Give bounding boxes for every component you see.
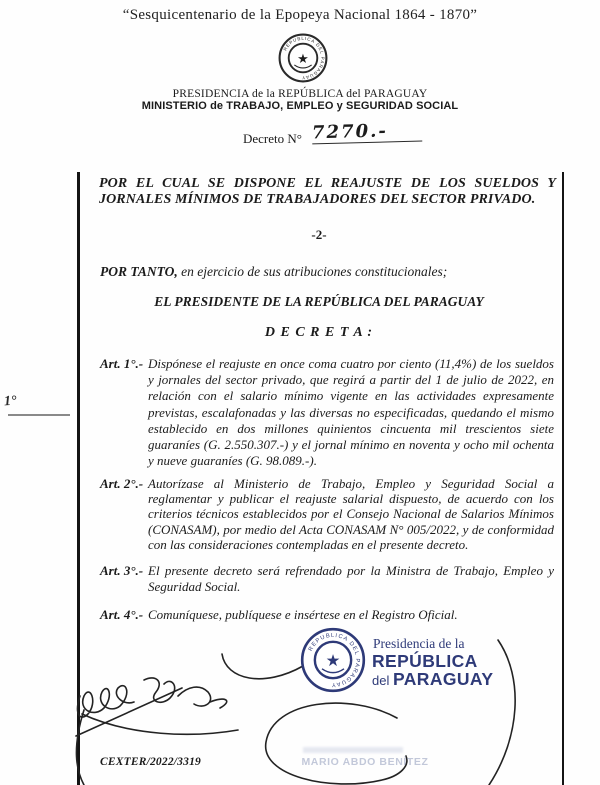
article-3-text: El presente decreto será refrendado por la Ministra de Trabajo, Empleo y Seguridad Social. [148, 563, 554, 594]
president-line: EL PRESIDENTE DE LA REPÚBLICA DEL PARAGUAY [154, 294, 484, 309]
logo-line-3-prefix: del [372, 673, 393, 688]
decree-number-handwritten: 7270.- [312, 120, 423, 145]
seal-ring-text: REPUBLICA DEL PARAGUAY [282, 35, 326, 81]
reference-code: CEXTER/2022/3319 [100, 756, 201, 768]
decreta-heading: D E C R E T A : [264, 325, 374, 340]
logo-line-2: REPÚBLICA [372, 650, 478, 671]
decree-title: POR EL CUAL SE DISPONE EL REAJUSTE DE LOS SUELDOS Y JORNALES MÍNIMOS DE TRABAJADORES DEL SECTOR PRIVADO. [99, 176, 556, 207]
page-number: -2- [311, 227, 327, 242]
article-3-label: Art. 3°.- [100, 563, 144, 578]
article-4-label: Art. 4°.- [100, 607, 144, 622]
margin-annotation-line [8, 414, 70, 416]
presidency-line: PRESIDENCIA de la REPÚBLICA del PARAGUAY [172, 88, 428, 100]
header-quote: “Sesquicentenario de la Epopeya Nacional 1864 - 1870” [122, 7, 478, 23]
article-4-text: Comuníquese, publíquese e insértese en el Registro Oficial. [148, 607, 458, 622]
article-1-label: Art. 1°.- [100, 356, 144, 371]
seal-star-icon: ★ [297, 50, 309, 66]
article-2-text: Autorízase al Ministerio de Trabajo, Empleo y Seguridad Social a reglamentar y publicar el reajuste salarial dispuesto, de acuerdo con los criterios técnicos establecidos por el Consejo Nacional de Salarios Mínimos (CONASAM), por medio del Acta CONASAM N° 005/2022, y de conformidad con las consideraciones contempladas en el presente decreto. [148, 476, 554, 552]
ghost-text-smudge [303, 747, 403, 753]
article-1-text: Dispónese el reajuste en once coma cuatro por ciento (11,4%) de los sueldos y jornales del sector privado, que regirá a partir del 1 de julio de 2022, en relación con el salario mínimo vigente en las actividades expresamente previstas, escalafonadas y las diversas no especificadas, quedando el mismo establecido en dos millones quinientos cincuenta mil trescientos siete guaraníes (G. 2.550.307.-) y el jornal mínimo en noventa y ocho mil ochenta y nueve guaraníes (G. 98.089.-). [148, 356, 554, 469]
por-tanto-rest: en ejercicio de sus atribuciones constitucionales; [177, 264, 448, 279]
presidency-logo-text [372, 637, 493, 689]
decree-number-label: Decreto N° [243, 131, 302, 146]
logo-line-1: Presidencia de la [373, 636, 465, 651]
por-tanto-line [100, 264, 556, 280]
por-tanto-bold: POR TANTO, [100, 264, 178, 279]
logo-line-3-bold: PARAGUAY [392, 669, 494, 689]
ministry-line: MINISTERIO de TRABAJO, EMPLEO y SEGURIDAD SOCIAL [141, 100, 459, 112]
national-seal-icon [277, 32, 329, 84]
presidency-seal-icon [300, 627, 366, 693]
logo-line-3 [372, 671, 493, 689]
ghost-signature-name: MARIO ABDO BENÍTEZ [301, 756, 429, 768]
presidency-seal-star-icon: ★ [325, 651, 341, 671]
presidency-seal-ring-text: REPUBLICA DEL PARAGUAY [307, 632, 361, 688]
article-2-label: Art. 2°.- [100, 476, 144, 491]
margin-annotation: 1° [3, 393, 18, 410]
